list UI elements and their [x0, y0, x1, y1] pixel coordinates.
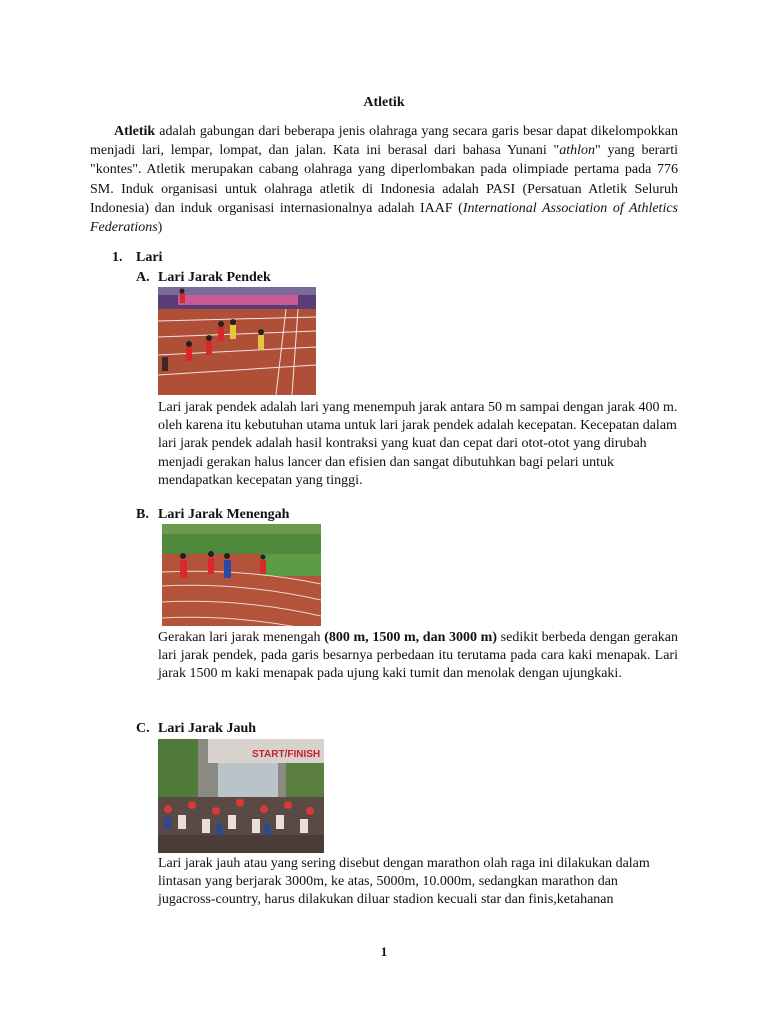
sub-b-body-pre: Gerakan lari jarak menengah — [158, 630, 325, 645]
middle-distance-illustration — [162, 524, 321, 626]
section-title: Lari — [136, 250, 163, 265]
intro-org-full-name: International Association of Athletics Federations — [90, 200, 678, 236]
subsection-heading-c — [136, 721, 256, 737]
section-heading-lari — [112, 250, 162, 266]
sub-b-body-distances: (800 m, 1500 m, dan 3000 m) — [324, 630, 498, 645]
sub-b-body-text — [158, 629, 678, 684]
intro-text-3: ) — [157, 220, 163, 236]
intro-lead-term: Atletik — [114, 124, 156, 139]
subsection-title: Lari Jarak Jauh — [158, 721, 257, 736]
subsection-title: Lari Jarak Menengah — [158, 507, 290, 522]
subsection-letter: B. — [136, 507, 149, 522]
intro-text-1: adalah gabungan dari beberapa jenis olahraga yang secara garis besar dapat dikelompokkan menjadi lari, lempar, lompat, dan jalan. Kata ini berasal dari bahasa Yunani " — [90, 124, 678, 159]
sub-c-body-text: Lari jarak jauh atau yang sering disebut dengan marathon olah raga ini dilakukan dalam lintasan yang berjarak 3000m, ke atas, 5000m, 10.000m, sedangkan marathon dan jugacross-country, harus dilakukan diluar stadion kecuali star dan finis,ketahanan — [158, 856, 650, 908]
sprint-race-photo — [158, 287, 316, 395]
banner-text: START/FINISH — [252, 749, 321, 760]
marathon-race-photo — [158, 739, 324, 853]
intro-paragraph — [90, 122, 678, 237]
subsection-heading-a — [136, 270, 271, 286]
page-title: Atletik — [363, 95, 405, 110]
sub-a-body-text: Lari jarak pendek adalah lari yang menempuh jarak antara 50 m sampai dengan jarak 400 m. oleh karena itu kebutuhan utama untuk lari jarak pendek adalah kecepatan. Kecepatan dalam lari jarak pendek adalah hasil kontraksi yang kuat dan cepat dari otot-otot yang dirubah menjadi gerakan halus lancer dan efisien dan sangat dibutuhkan bagi pelari untuk mendapatkan kecepatan yang tinggi. — [158, 400, 678, 488]
page-number: 1 — [380, 944, 388, 959]
middle-distance-race-photo — [162, 524, 321, 626]
subsection-letter: C. — [136, 721, 150, 736]
sub-b-body-post: sedikit berbeda dengan gerakan lari jarak pendek, pada garis besarnya perbedaan itu terutama pada cara kaki menapak. Lari jarak 1500 m kaki menapak pada ujung kaki tumit dan menolak dengan ujungkaki. — [158, 630, 678, 682]
sprint-race-illustration — [158, 287, 316, 395]
section-number: 1. — [112, 250, 123, 265]
marathon-illustration — [158, 739, 324, 853]
subsection-title: Lari Jarak Pendek — [158, 270, 271, 285]
intro-text-2: " yang berarti "kontes". Atletik merupakan cabang olahraga yang diperlombakan pada olimpiade pertama pada 776 SM. Induk organisasi untuk olahraga atletik di Indonesia adalah PASI (Persatuan Atletik Seluruh Indonesia) dan induk organisasi internasionalnya adalah IAAF ( — [90, 143, 678, 216]
subsection-heading-b — [136, 507, 289, 523]
intro-term-athlon: athlon — [559, 143, 595, 159]
subsection-letter: A. — [136, 270, 150, 285]
